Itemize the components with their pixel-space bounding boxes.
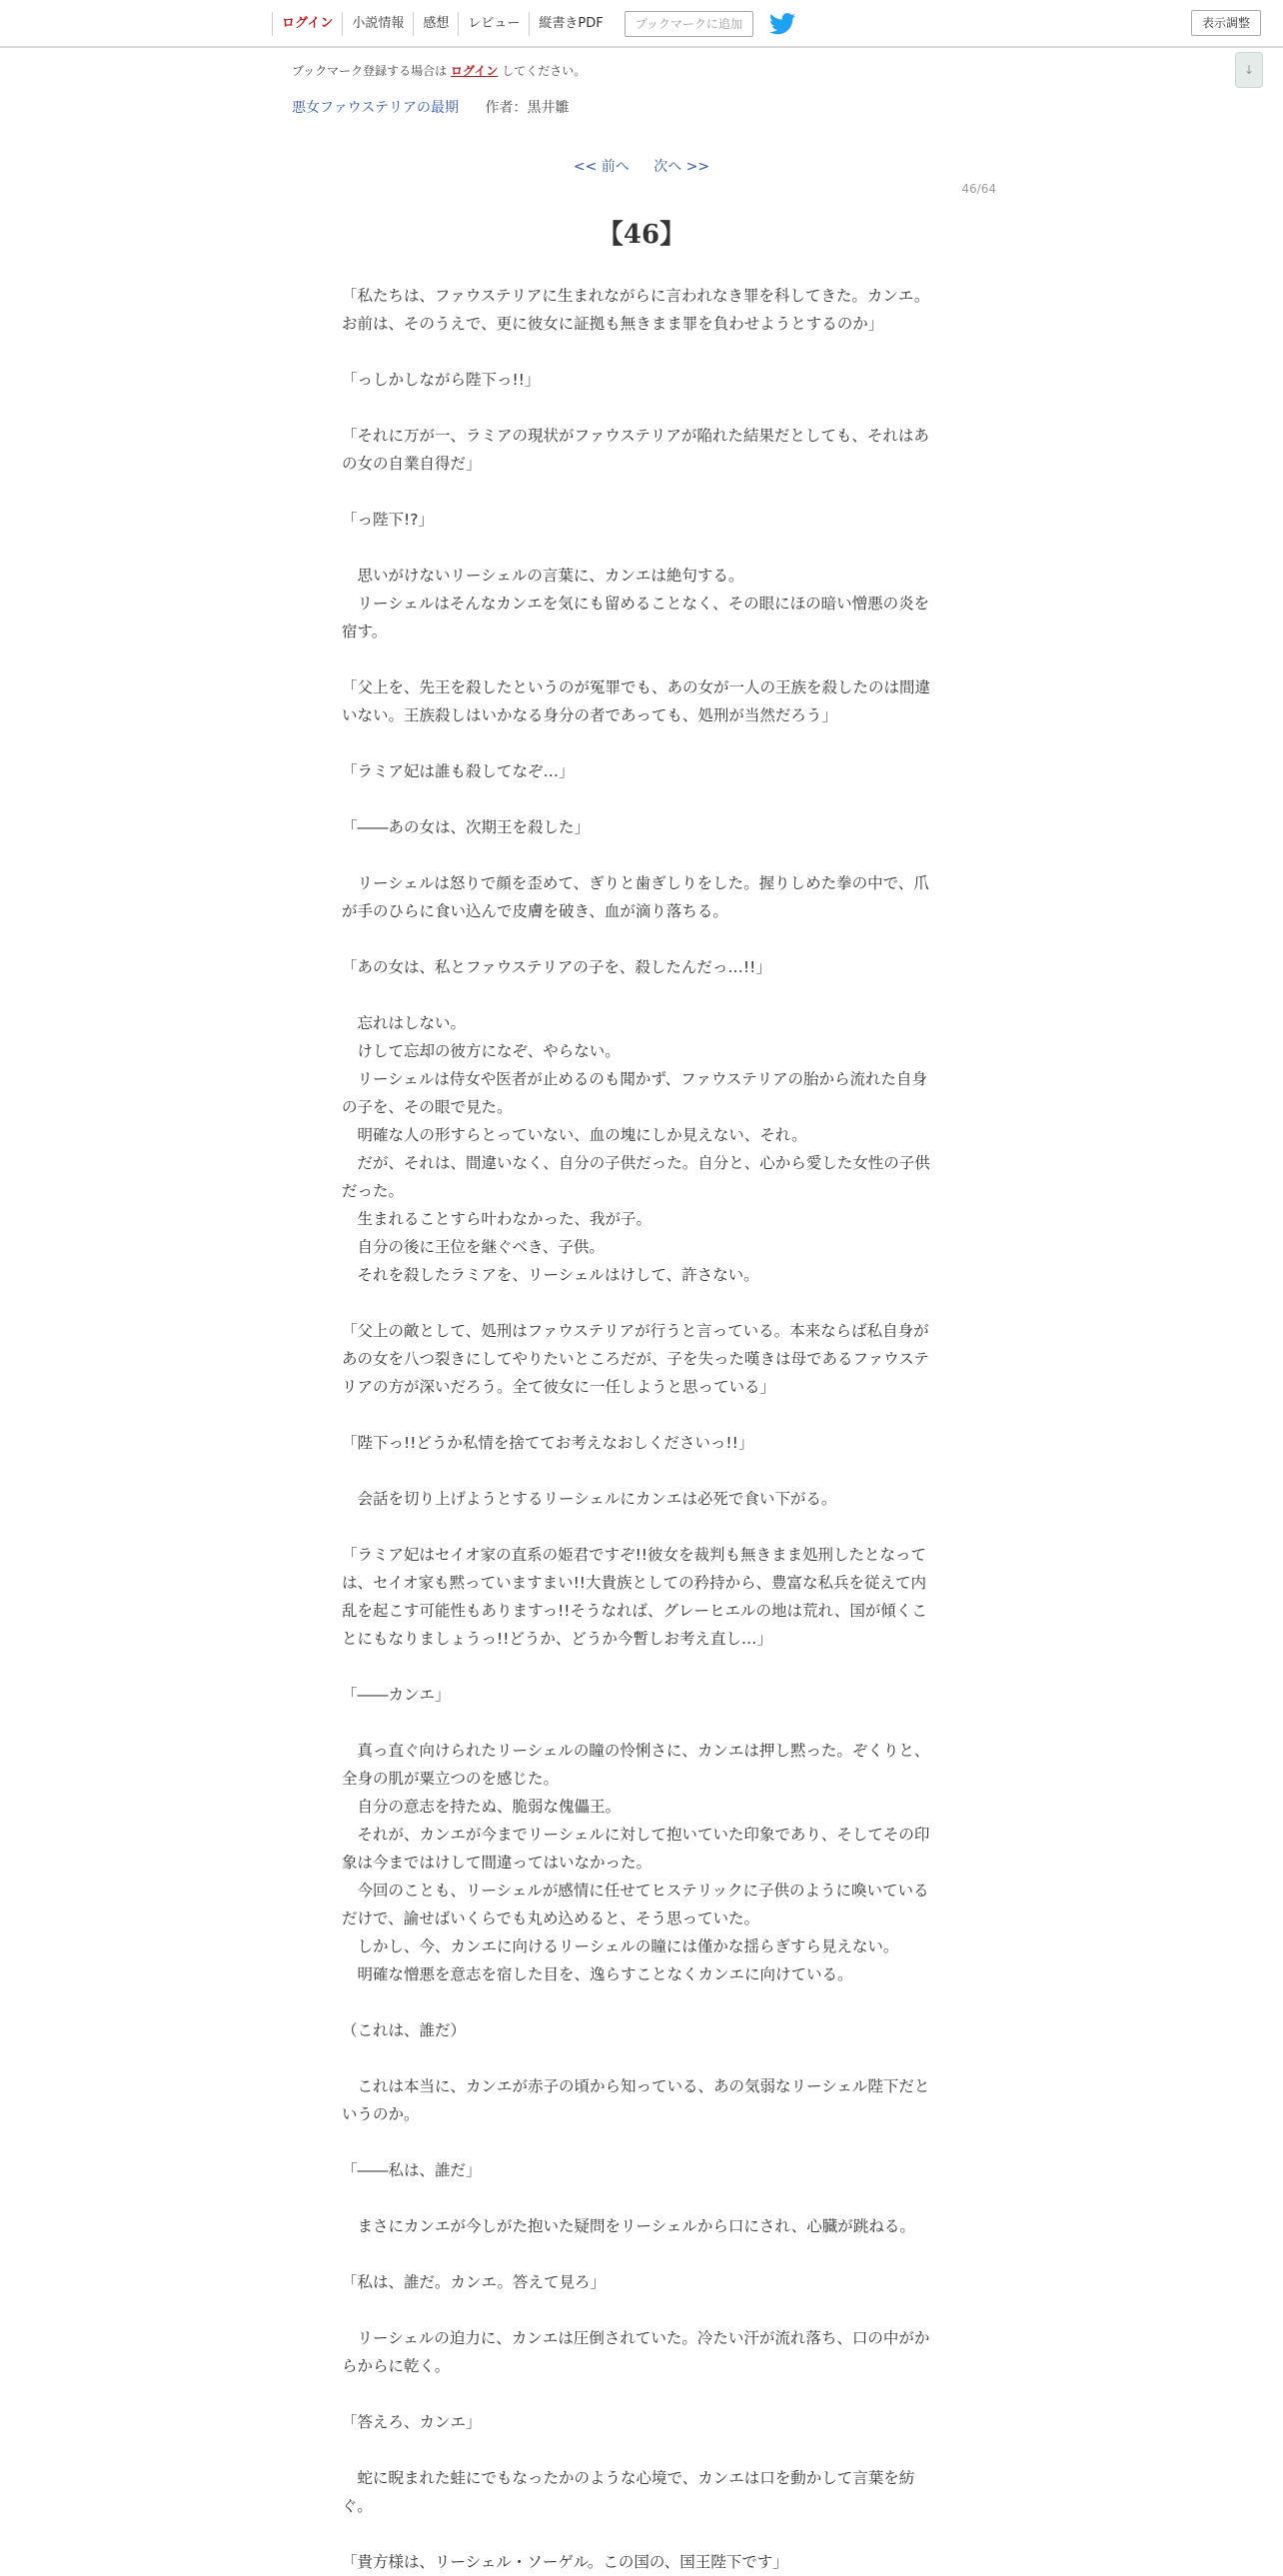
paragraph: 「――カンエ」 bbox=[342, 1686, 451, 1704]
prev-link[interactable]: << 前へ bbox=[573, 159, 630, 175]
blank-line bbox=[342, 2240, 941, 2268]
paragraph: 明確な憎悪を意志を宿した目を、逸らすことなくカンエに向けている。 bbox=[342, 1965, 853, 1983]
blank-line bbox=[342, 785, 941, 813]
twitter-bird-icon[interactable] bbox=[769, 13, 795, 35]
paragraph: 「あの女は、私とファウステリアの子を、殺したんだっ…!!」 bbox=[342, 958, 771, 976]
display-settings-button[interactable]: 表示調整 bbox=[1191, 10, 1261, 36]
paragraph: 自分の後に王位を継ぐべき、子供。 bbox=[342, 1238, 605, 1256]
paragraph: リーシェルはそんなカンエを気にも留めることなく、その眼にほの暗い憎悪の炎を宿す。 bbox=[342, 595, 930, 641]
blank-line bbox=[342, 2184, 941, 2212]
paragraph: それが、カンエが今までリーシェルに対して抱いていた印象であり、そしてその印象は今まではけして間違ってはいなかった。 bbox=[342, 1826, 930, 1872]
paragraph: それを殺したラミアを、リーシェルはけして、許さない。 bbox=[342, 1266, 759, 1284]
nav-impressions[interactable]: 感想 bbox=[413, 12, 458, 36]
blank-line bbox=[342, 981, 941, 1009]
novel-title-link[interactable]: 悪女ファウステリアの最期 bbox=[292, 100, 460, 116]
nav-login[interactable]: ログイン bbox=[272, 12, 342, 36]
notice-text-after: してください。 bbox=[502, 64, 587, 78]
blank-line bbox=[342, 338, 941, 366]
paragraph: 思いがけないリーシェルの言葉に、カンエは絶句する。 bbox=[342, 567, 744, 585]
next-link[interactable]: 次へ >> bbox=[653, 159, 710, 175]
paragraph: 今回のことも、リーシェルが感情に任せてヒステリックに子供のように喚いているだけで、諭せばいくらでも丸め込めると、そう思っていた。 bbox=[342, 1882, 929, 1928]
paragraph: 「答えろ、カンエ」 bbox=[342, 2413, 482, 2431]
chapter-title: 【46】 bbox=[597, 220, 686, 250]
top-bar bbox=[0, 0, 1283, 48]
blank-line bbox=[342, 1988, 941, 2016]
paragraph: 明確な人の形すらとっていない、血の塊にしか見えない、それ。 bbox=[342, 1126, 807, 1144]
add-bookmark-button[interactable]: ブックマークに追加 bbox=[625, 11, 753, 37]
paragraph: 「――あの女は、次期王を殺した」 bbox=[342, 818, 591, 836]
blank-line bbox=[342, 841, 941, 869]
paragraph: 会話を切り上げようとするリーシェルにカンエは必死で食い下がる。 bbox=[342, 1490, 837, 1508]
blank-line bbox=[342, 1709, 941, 1737]
bookmark-notice bbox=[292, 62, 586, 79]
blank-line bbox=[342, 1401, 941, 1429]
paragraph: 「父上を、先王を殺したというのが冤罪でも、あの女が一人の王族を殺したのは間違いない。王族殺しはいかなる身分の者であっても、処刑が当然だろう」 bbox=[342, 678, 931, 724]
paragraph: 「っしかしながら陛下っ!!」 bbox=[342, 371, 541, 389]
scroll-down-button[interactable]: ↓ bbox=[1235, 52, 1263, 88]
paragraph: リーシェルの迫力に、カンエは圧倒されていた。冷たい汗が流れ落ち、口の中がからからに乾く。 bbox=[342, 2329, 930, 2375]
blank-line bbox=[342, 2380, 941, 2408]
blank-line bbox=[342, 1653, 941, 1681]
paragraph: 「父上の敵として、処刑はファウステリアが行うと言っている。本来ならば私自身があの女を八つ裂きにしてやりたいところだが、子を失った嘆きは母であるファウステリアの方が深いだろう。全て彼女に一任しようと思っている」 bbox=[342, 1322, 929, 1396]
nav-review[interactable]: レビュー bbox=[458, 12, 529, 36]
paragraph: 「それに万が一、ラミアの現状がファウステリアが陥れた結果だとしても、それはあの女の自業自得だ」 bbox=[342, 427, 929, 473]
nav-novel-info[interactable]: 小説情報 bbox=[342, 12, 413, 36]
paragraph: これは本当に、カンエが赤子の頃から知っている、あの気弱なリーシェル陛下だというのか。 bbox=[342, 2077, 930, 2123]
paragraph: 生まれることすら叶わなかった、我が子。 bbox=[342, 1210, 652, 1228]
paragraph: 「貴方様は、リーシェル・ソーゲル。この国の、国王陛下です」 bbox=[342, 2553, 788, 2571]
blank-line bbox=[342, 2520, 941, 2548]
blank-line bbox=[342, 478, 941, 506]
paragraph: リーシェルは怒りで顔を歪めて、ぎりと歯ぎしりをした。握りしめた拳の中で、爪が手のひらに食い込んで皮膚を破き、血が滴り落ちる。 bbox=[342, 874, 929, 920]
blank-line bbox=[342, 1289, 941, 1317]
paragraph: 「ラミア妃はセイオ家の直系の姫君ですぞ!!彼女を裁判も無きまま処刑したとなっては、セイオ家も黙っていますまい!!大貴族としての矜持から、豊富な私兵を従えて内乱を起こす可能性もありますっ!!そうなれば、グレーヒエルの地は荒れ、国が傾くことにもなりましょうっ!!どうか、どうか今暫しお考え直し…」 bbox=[342, 1546, 927, 1648]
paragraph: 忘れはしない。 bbox=[342, 1014, 467, 1032]
paragraph: しかし、今、カンエに向けるリーシェルの瞳には僅かな揺らぎすら見えない。 bbox=[342, 1937, 899, 1955]
blank-line bbox=[342, 1457, 941, 1485]
notice-login-link[interactable]: ログイン bbox=[451, 64, 499, 78]
paragraph: 蛇に睨まれた蛙にでもなったかのような心境で、カンエは口を動かして言葉を紡ぐ。 bbox=[342, 2469, 915, 2515]
paragraph: （これは、誰だ） bbox=[342, 2021, 467, 2039]
pager bbox=[0, 156, 1283, 176]
paragraph: 自分の意志を持たぬ、脆弱な傀儡王。 bbox=[342, 1798, 622, 1816]
notice-text-before: ブックマーク登録する場合は bbox=[292, 64, 448, 78]
nav-bar bbox=[272, 10, 795, 38]
paragraph: 真っ直ぐ向けられたリーシェルの瞳の怜悧さに、カンエは押し黙った。ぞくりと、全身の肌が粟立つのを感じた。 bbox=[342, 1742, 930, 1788]
paragraph: 「私たちは、ファウステリアに生まれながらに言われなき罪を科してきた。カンエ。お前は、そのうえで、更に彼女に証拠も無きまま罪を負わせようとするのか」 bbox=[342, 287, 930, 333]
paragraph: リーシェルは侍女や医者が止めるのも聞かず、ファウステリアの胎から流れた自身の子を、その眼で見た。 bbox=[342, 1070, 928, 1116]
paragraph: 「ラミア妃は誰も殺してなぞ…」 bbox=[342, 762, 575, 780]
paragraph: けして忘却の彼方になぞ、やらない。 bbox=[342, 1042, 621, 1060]
blank-line bbox=[342, 645, 941, 673]
blank-line bbox=[342, 729, 941, 757]
blank-line bbox=[342, 2128, 941, 2156]
paragraph: 「陛下っ!!どうか私情を捨ててお考えなおしくださいっ!!」 bbox=[342, 1434, 754, 1452]
blank-line bbox=[342, 925, 941, 953]
paragraph: 「私は、誰だ。カンエ。答えて見ろ」 bbox=[342, 2273, 606, 2291]
nav-vertical-pdf[interactable]: 縦書きPDF bbox=[529, 12, 612, 36]
paragraph: だが、それは、間違いなく、自分の子供だった。自分と、心から愛した女性の子供だった。 bbox=[342, 1154, 930, 1200]
blank-line bbox=[342, 534, 941, 562]
blank-line bbox=[342, 2436, 941, 2464]
author-name: 作者：黒井雛 bbox=[485, 100, 570, 116]
novel-title-row bbox=[292, 97, 569, 117]
page-count: 46/64 bbox=[961, 182, 996, 196]
blank-line bbox=[342, 2044, 941, 2072]
paragraph: 「っ陛下!?」 bbox=[342, 511, 434, 529]
paragraph: 「――私は、誰だ」 bbox=[342, 2161, 482, 2179]
paragraph: まさにカンエが今しがた抱いた疑問をリーシェルから口にされ、心臓が跳ねる。 bbox=[342, 2217, 915, 2235]
chapter-body bbox=[342, 282, 941, 2576]
blank-line bbox=[342, 2296, 941, 2324]
blank-line bbox=[342, 1513, 941, 1541]
blank-line bbox=[342, 394, 941, 422]
